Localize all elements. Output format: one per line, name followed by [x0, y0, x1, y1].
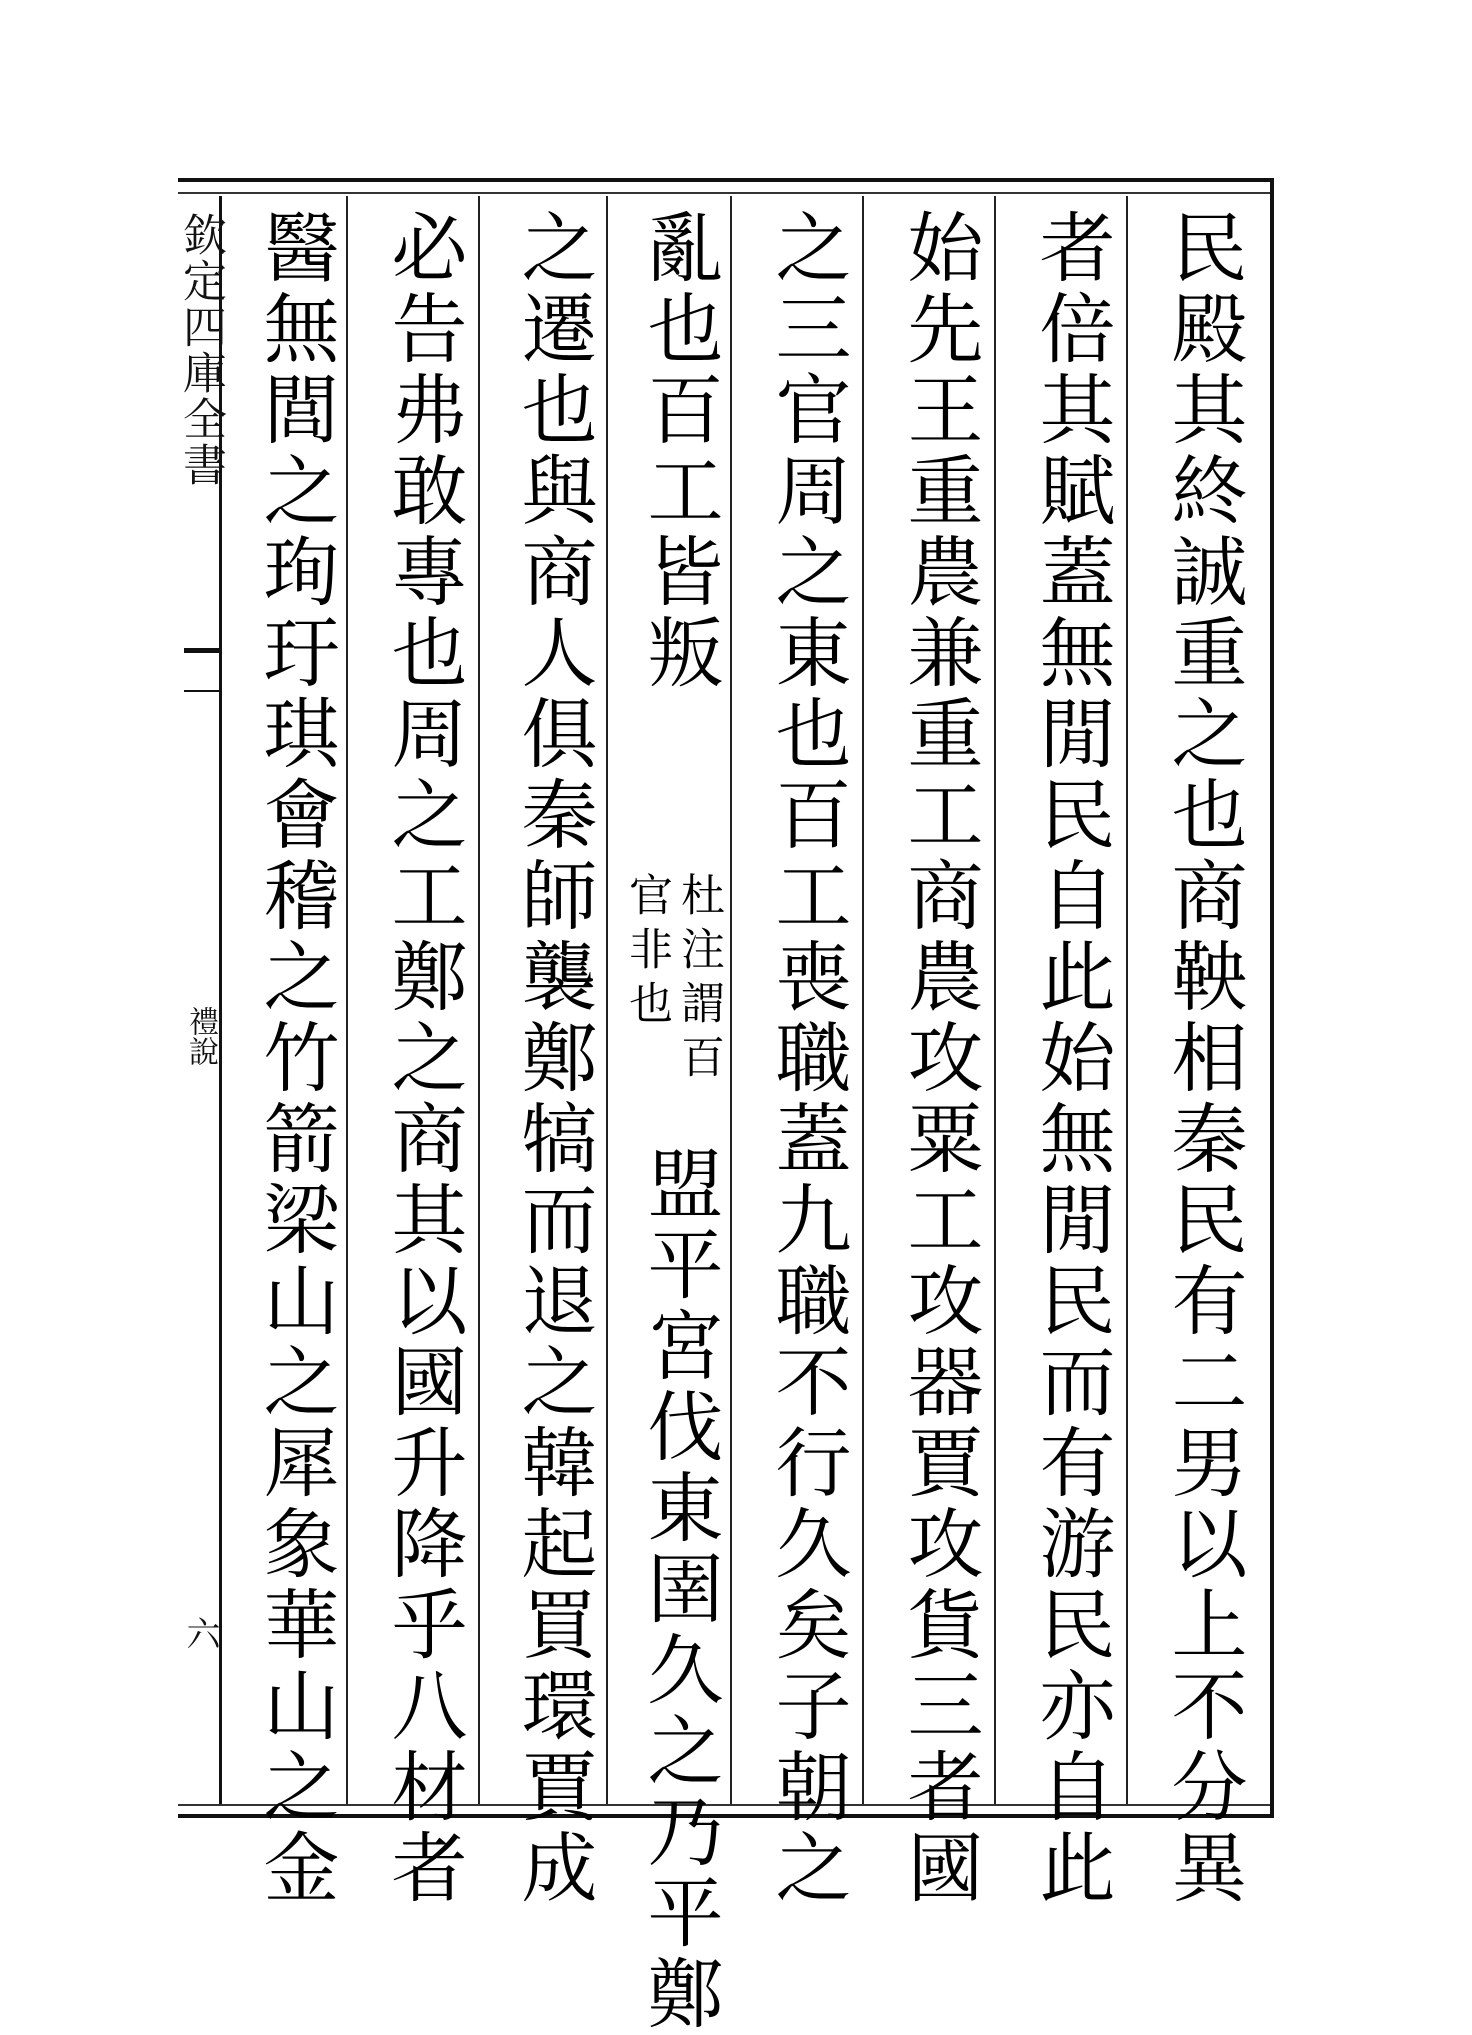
column-rule — [994, 196, 996, 1804]
fish-tail-mark — [184, 648, 222, 692]
text-column-1 — [1130, 196, 1254, 1909]
column-text: 必告弗敢專也周之工鄭之商其以國升降乎八材者 — [379, 208, 468, 1909]
book-title: 欽定四庫全書 — [175, 212, 226, 488]
column-text-before-note: 亂也百工皆叛 — [635, 208, 724, 694]
column-text: 民殿其終誠重之也商鞅相秦民有二男以上不分異 — [1159, 208, 1248, 1909]
text-column-6 — [482, 196, 606, 1909]
commentary-note-left: 官非也 — [621, 872, 672, 1034]
column-text-after-note: 盟平宮伐東圉久之乃平鄭 — [635, 1144, 724, 2035]
column-text: 之三官周之東也百工喪職蓋九職不行久矣子朝之 — [763, 208, 852, 1909]
text-column-4 — [734, 196, 858, 1909]
text-column-2 — [998, 196, 1122, 1909]
column-text: 醫無閭之珣玗琪會稽之竹箭梁山之犀象華山之金 — [251, 208, 340, 1909]
page-margin-strip — [175, 196, 226, 1804]
column-text: 之遷也與商人俱秦師襲鄭犒而退之韓起買環賈成 — [509, 208, 598, 1909]
page-number: 六 — [180, 1616, 220, 1650]
section-title: 禮說 — [183, 1006, 218, 1066]
text-column-5 — [610, 196, 734, 2035]
column-rule — [862, 196, 864, 1804]
column-text: 始先王重農兼重工商農攻粟工攻器賈攻貨三者國 — [895, 208, 984, 1909]
commentary-note-right: 杜注謂百 — [673, 872, 724, 1088]
text-column-7 — [350, 196, 474, 1909]
text-column-3 — [866, 196, 990, 1909]
column-text: 者倍其賦蓋無閒民自此始無閒民而有游民亦自此 — [1027, 208, 1116, 1909]
column-rule — [478, 196, 480, 1804]
text-column-8 — [222, 196, 346, 1909]
column-rule — [1126, 196, 1128, 1804]
